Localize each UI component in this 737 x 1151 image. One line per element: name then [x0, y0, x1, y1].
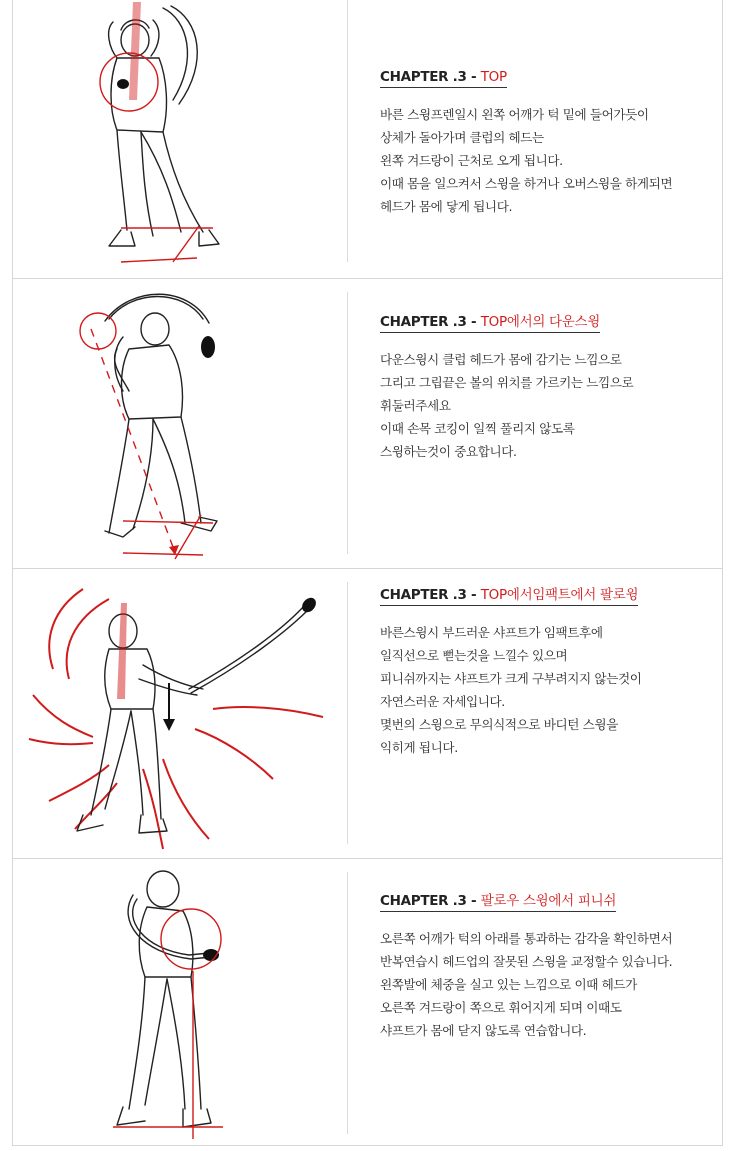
body-line: 샤프트가 몸에 닫지 않도록 연습합니다.: [380, 1023, 587, 1038]
body-line: 몇번의 스윙으로 무의식적으로 바디턴 스윙을: [380, 717, 618, 732]
section-impact-text: [380, 583, 710, 759]
section-heading: [380, 583, 638, 606]
body-line: 상체가 돌아가며 클럽의 헤드는: [380, 130, 544, 145]
column-divider: [347, 582, 348, 844]
section-top-text: [380, 66, 710, 218]
heading-accent: 팔로우 스윙에서 피니쉬: [480, 893, 617, 909]
body-line: 왼쪽 겨드랑이 근처로 오게 됩니다.: [380, 153, 563, 168]
body-line: 스윙하는것이 중요합니다.: [380, 444, 517, 459]
golfer-top-illustration: [13, 0, 343, 278]
body-line: 반복연습시 헤드업의 잘못된 스윙을 교정할수 있습니다.: [380, 954, 673, 969]
body-line: 휘둘러주세요: [380, 398, 451, 413]
body-line: 헤드가 몸에 닿게 됩니다.: [380, 199, 513, 214]
heading-chapter: CHAPTER .3 -: [380, 893, 477, 909]
column-divider: [347, 872, 348, 1134]
section-downswing-text: [380, 310, 710, 463]
body-line: 바른 스윙프렌일시 왼쪽 어깨가 턱 밑에 들어가듯이: [380, 107, 649, 122]
body-line: 오른쪽 겨드랑이 쪽으로 휘어지게 되며 이때도: [380, 1000, 622, 1015]
section-heading: [380, 69, 507, 88]
body-line: 자연스러운 자세입니다.: [380, 694, 505, 709]
body-line: 오른쪽 어깨가 턱의 아래를 통과하는 감각을 확인하면서: [380, 931, 673, 946]
heading-chapter: CHAPTER .3 -: [380, 587, 477, 603]
section-heading: [380, 889, 616, 912]
section-heading: [380, 310, 600, 333]
section-finish-text: [380, 889, 710, 1042]
body-line: 피니쉬까지는 샤프트가 크게 구부려지지 않는것이: [380, 671, 642, 686]
column-divider: [347, 0, 348, 262]
body-line: 일직선으로 뻗는것을 느낄수 있으며: [380, 648, 568, 663]
heading-accent: TOP에서임팩트에서 팔로윙: [480, 587, 639, 603]
heading-chapter: CHAPTER .3 -: [380, 69, 477, 85]
body-line: 이때 손목 코킹이 일찍 풀리지 않도록: [380, 421, 575, 436]
body-line: 그리고 그립끝은 볼의 위치를 가르키는 느낌으로: [380, 375, 634, 390]
golfer-followthrough-illustration: [13, 569, 343, 858]
golfer-finish-illustration: [13, 859, 343, 1146]
heading-accent: TOP: [480, 69, 507, 85]
body-line: 이때 몸을 일으켜서 스윙을 하거나 오버스윙을 하게되면: [380, 176, 673, 191]
body-line: 바른스윙시 부드러운 샤프트가 임팩트후에: [380, 625, 603, 640]
body-line: 익히게 됩니다.: [380, 740, 458, 755]
body-line: 왼쪽발에 체중을 실고 있는 느낌으로 이때 헤드가: [380, 977, 637, 992]
body-line: 다운스윙시 클럽 헤드가 몸에 감기는 느낌으로: [380, 352, 622, 367]
heading-chapter: CHAPTER .3 -: [380, 314, 477, 330]
golfer-downswing-illustration: [13, 279, 343, 568]
column-divider: [347, 292, 348, 554]
heading-accent: TOP에서의 다운스윙: [480, 314, 601, 330]
